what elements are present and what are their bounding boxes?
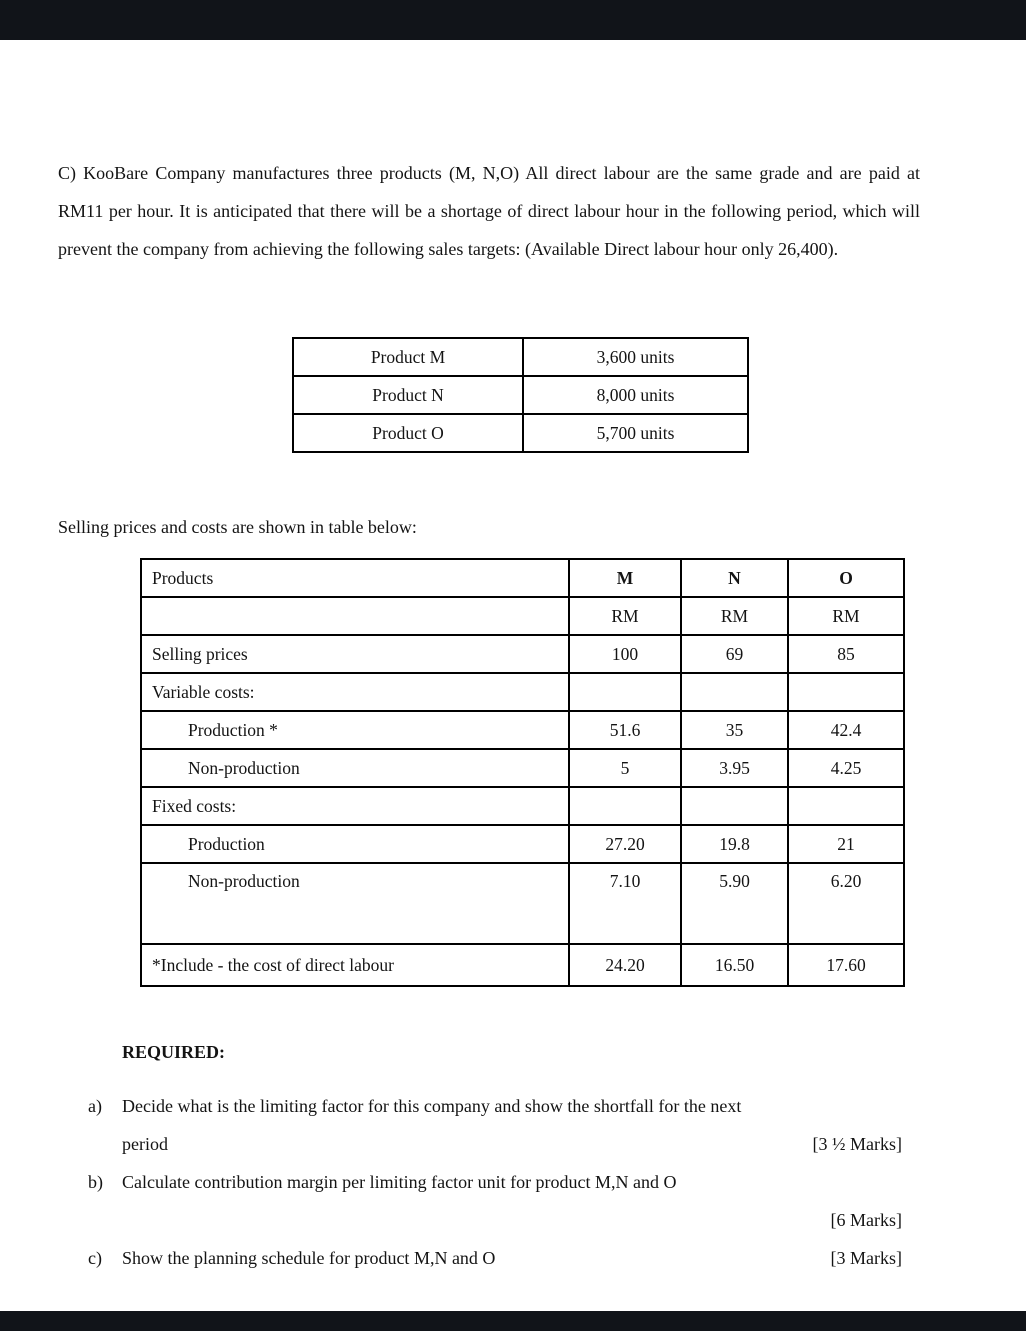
table-row	[293, 338, 748, 376]
costs-row	[141, 673, 904, 711]
value-cell-o: 17.60	[788, 944, 904, 986]
row-label-cell: Production *	[141, 711, 569, 749]
products-header-cell: Products	[141, 559, 569, 597]
costs-table	[140, 558, 905, 987]
question-line	[88, 1201, 902, 1239]
value-cell-o: 6.20	[788, 863, 904, 944]
questions-list	[88, 1087, 902, 1277]
value-cell-n: 69	[681, 635, 788, 673]
row-label-cell	[141, 597, 569, 635]
costs-row	[141, 635, 904, 673]
value-cell-m: 51.6	[569, 711, 681, 749]
question-text: Calculate contribution margin per limiting factor unit for product M,N and O	[122, 1172, 677, 1192]
top-black-bar	[0, 0, 1026, 40]
question-marks: [3 Marks]	[830, 1248, 902, 1268]
question-marker: b)	[88, 1172, 103, 1192]
costs-header-row	[141, 559, 904, 597]
value-cell-o: 4.25	[788, 749, 904, 787]
value-cell-m: 24.20	[569, 944, 681, 986]
question-marks: [3 ½ Marks]	[812, 1134, 902, 1154]
product-name-cell: Product M	[293, 338, 523, 376]
product-name-cell: Product N	[293, 376, 523, 414]
value-cell-n: 16.50	[681, 944, 788, 986]
value-cell-m: 7.10	[569, 863, 681, 944]
row-label-cell: Fixed costs:	[141, 787, 569, 825]
bottom-black-bar	[0, 1311, 1026, 1331]
product-name-cell: Product O	[293, 414, 523, 452]
product-column-header: M	[569, 559, 681, 597]
question-marker: c)	[88, 1248, 102, 1268]
question-text: Show the planning schedule for product M,N and O	[122, 1248, 496, 1268]
value-cell-m	[569, 787, 681, 825]
value-cell-o: 42.4	[788, 711, 904, 749]
value-cell-o	[788, 673, 904, 711]
question-line	[88, 1087, 902, 1125]
value-cell-m	[569, 673, 681, 711]
value-cell-n	[681, 673, 788, 711]
costs-row	[141, 863, 904, 944]
value-cell-n	[681, 787, 788, 825]
question-marker: a)	[88, 1096, 102, 1116]
costs-row	[141, 597, 904, 635]
value-cell-n: 5.90	[681, 863, 788, 944]
intro-paragraph: C) KooBare Company manufactures three products (M, N,O) All direct labour are the same grade and are paid at RM11 per hour. It is anticipated that there will be a shortage of direct labour hour in the following period, which will prevent the company from achieving the following sales targets: (Available Direct labour hour only 26,400).	[58, 163, 920, 259]
product-column-header: O	[788, 559, 904, 597]
row-label-cell: Non-production	[141, 863, 569, 944]
question-marks: [6 Marks]	[830, 1210, 902, 1230]
costs-row	[141, 711, 904, 749]
value-cell-n: 35	[681, 711, 788, 749]
question-line	[88, 1239, 902, 1277]
costs-row	[141, 825, 904, 863]
costs-row	[141, 749, 904, 787]
row-label-cell: Production	[141, 825, 569, 863]
question-line	[88, 1125, 902, 1163]
costs-table-intro: Selling prices and costs are shown in table below:	[58, 517, 417, 537]
value-cell-n: 3.95	[681, 749, 788, 787]
row-label-cell: Non-production	[141, 749, 569, 787]
units-cell: 8,000 units	[523, 376, 748, 414]
costs-row	[141, 787, 904, 825]
required-heading: REQUIRED:	[122, 1042, 226, 1062]
value-cell-o: 21	[788, 825, 904, 863]
question-marker	[88, 1201, 122, 1239]
value-cell-m: 27.20	[569, 825, 681, 863]
units-cell: 3,600 units	[523, 338, 748, 376]
question-marker	[88, 1125, 122, 1163]
value-cell-m: 100	[569, 635, 681, 673]
product-column-header: N	[681, 559, 788, 597]
value-cell-m: RM	[569, 597, 681, 635]
row-label-cell: Variable costs:	[141, 673, 569, 711]
value-cell-n: RM	[681, 597, 788, 635]
sales-targets-table	[292, 337, 749, 453]
value-cell-m: 5	[569, 749, 681, 787]
question-line	[88, 1163, 902, 1201]
value-cell-o	[788, 787, 904, 825]
costs-row	[141, 944, 904, 986]
row-label-cell: *Include - the cost of direct labour	[141, 944, 569, 986]
value-cell-o: 85	[788, 635, 904, 673]
table-row	[293, 376, 748, 414]
question-text: Decide what is the limiting factor for this company and show the shortfall for the next	[122, 1096, 742, 1116]
table-row	[293, 414, 748, 452]
value-cell-n: 19.8	[681, 825, 788, 863]
question-text: period	[122, 1134, 168, 1154]
value-cell-o: RM	[788, 597, 904, 635]
row-label-cell: Selling prices	[141, 635, 569, 673]
units-cell: 5,700 units	[523, 414, 748, 452]
